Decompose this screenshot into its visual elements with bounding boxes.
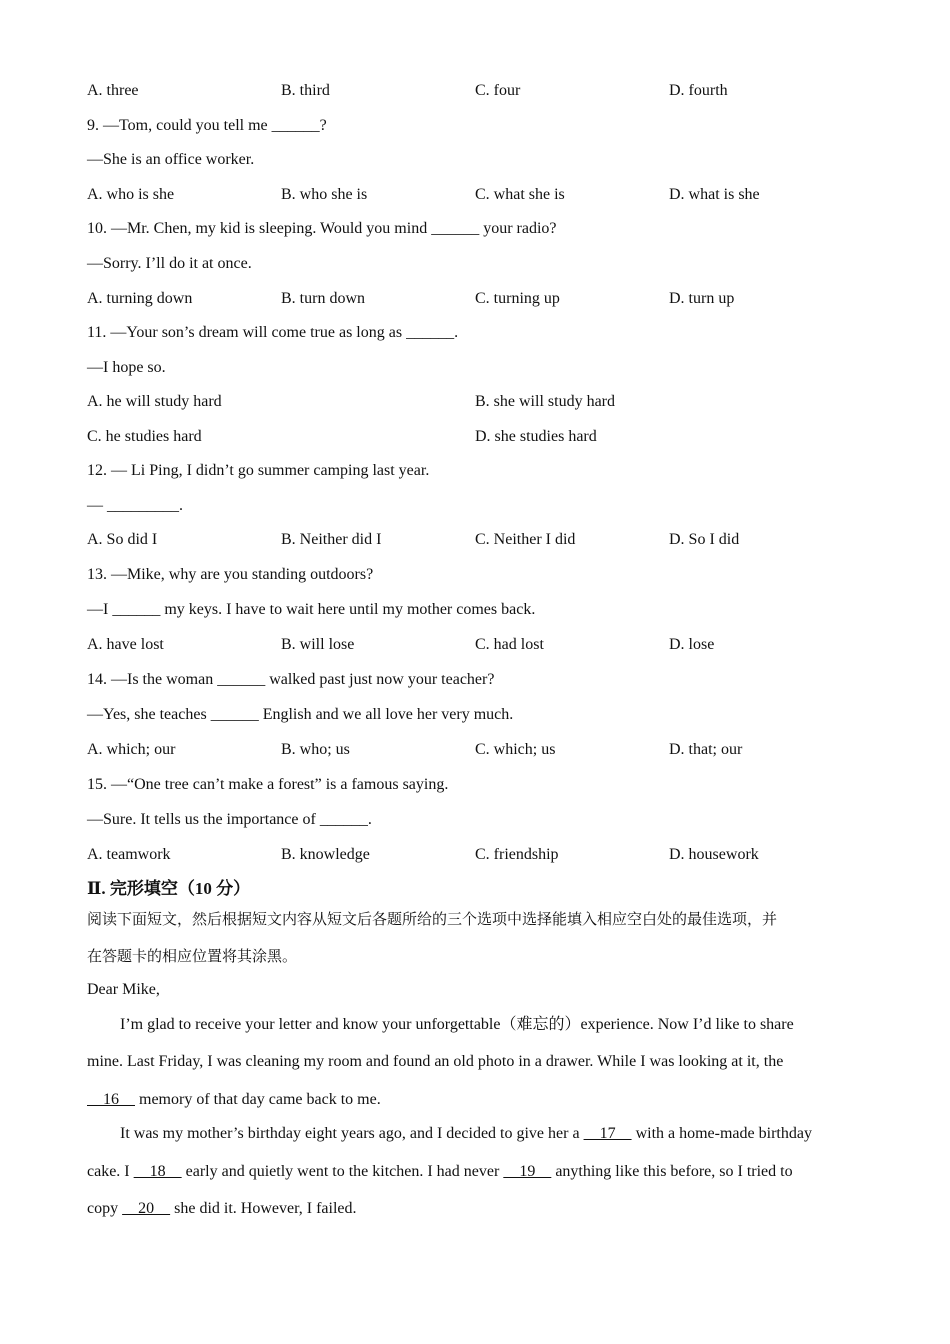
q13-option-b: B. will lose [281,636,355,653]
q13-option-d: D. lose [669,636,715,653]
q13-option-a: A. have lost [87,636,164,653]
q9-option-a: A. who is she [87,186,175,203]
q9-option-d: D. what is she [669,186,760,203]
letter-text: copy [87,1200,123,1217]
q12-option-b: B. Neither did I [281,531,382,548]
q10-option-d: D. turn up [669,290,735,307]
q10-option-b: B. turn down [281,290,365,307]
q11-option-d: D. she studies hard [475,428,597,445]
q14-reply: —Yes, she teaches ______ English and we all love her very much. [87,706,514,723]
q13-option-c: C. had lost [475,636,544,653]
letter-p1-line1: I’m glad to receive your letter and know your unforgettable（难忘的）experience. Now I’d like to share [120,1016,794,1033]
q8-option-c: C. four [475,82,521,99]
q9-stem: 9. —Tom, could you tell me ______? [87,117,327,134]
q10-option-c: C. turning up [475,290,560,307]
q11-stem: 11. —Your son’s dream will come true as long as ______. [87,324,459,341]
q8-option-a: A. three [87,82,139,99]
q12-reply: — _________. [87,497,183,514]
blank-19: 19 [503,1163,552,1180]
letter-greeting: Dear Mike, [87,981,160,998]
q8-option-b: B. third [281,82,330,99]
letter-p1-line2: mine. Last Friday, I was cleaning my room and found an old photo in a drawer. While I was looking at it, the [87,1053,784,1070]
q14-option-c: C. which; us [475,741,556,758]
letter-p2-line2 [87,1162,793,1182]
q12-option-a: A. So did I [87,531,158,548]
q12-option-d: D. So I did [669,531,740,548]
section-title: Ⅱ. 完形填空（10 分） [87,879,251,898]
q14-option-d: D. that; our [669,741,743,758]
q11-option-c: C. he studies hard [87,428,202,445]
q10-option-a: A. turning down [87,290,193,307]
q13-stem: 13. —Mike, why are you standing outdoors? [87,566,374,583]
q9-reply: —She is an office worker. [87,151,255,168]
blank-17: 17 [583,1125,632,1142]
q11-reply: —I hope so. [87,359,166,376]
q15-option-b: B. knowledge [281,846,370,863]
section-instruction-line1: 阅读下面短文，然后根据短文内容从短文后各题所给的三个选项中选择能填入相应空白处的最佳选项，并 [87,910,778,928]
q10-reply: —Sorry. I’ll do it at once. [87,255,252,272]
section-instruction-line2: 在答题卡的相应位置将其涂黑。 [87,947,298,965]
q14-option-b: B. who; us [281,741,350,758]
letter-text: she did it. However, I failed. [170,1200,357,1217]
q15-option-a: A. teamwork [87,846,171,863]
q14-option-a: A. which; our [87,741,176,758]
letter-p1-line3 [87,1090,381,1110]
q15-reply: —Sure. It tells us the importance of ______. [87,811,372,828]
q12-option-c: C. Neither I did [475,531,576,548]
q15-option-c: C. friendship [475,846,559,863]
blank-20: 20 [122,1200,171,1217]
blank-18: 18 [133,1163,182,1180]
q12-stem: 12. — Li Ping, I didn’t go summer camping last year. [87,462,430,479]
letter-text: anything like this before, so I tried to [551,1163,793,1180]
q14-stem: 14. —Is the woman ______ walked past just now your teacher? [87,671,495,688]
q13-reply: —I ______ my keys. I have to wait here until my mother comes back. [87,601,536,618]
letter-text: It was my mother’s birthday eight years ago, and I decided to give her a [120,1125,584,1142]
letter-text: cake. I [87,1163,134,1180]
letter-p2-line3 [87,1199,357,1219]
q11-option-b: B. she will study hard [475,393,615,410]
q9-option-c: C. what she is [475,186,565,203]
q11-option-a: A. he will study hard [87,393,222,410]
letter-p2-line1 [120,1124,812,1144]
letter-text: with a home-made birthday [631,1125,812,1142]
q15-stem: 15. —“One tree can’t make a forest” is a famous saying. [87,776,449,793]
letter-text: early and quietly went to the kitchen. I had never [181,1163,504,1180]
blank-16: 16 [87,1091,135,1108]
q10-stem: 10. —Mr. Chen, my kid is sleeping. Would you mind ______ your radio? [87,220,557,237]
q9-option-b: B. who she is [281,186,368,203]
q15-option-d: D. housework [669,846,759,863]
q8-option-d: D. fourth [669,82,728,99]
letter-text: memory of that day came back to me. [135,1091,381,1108]
